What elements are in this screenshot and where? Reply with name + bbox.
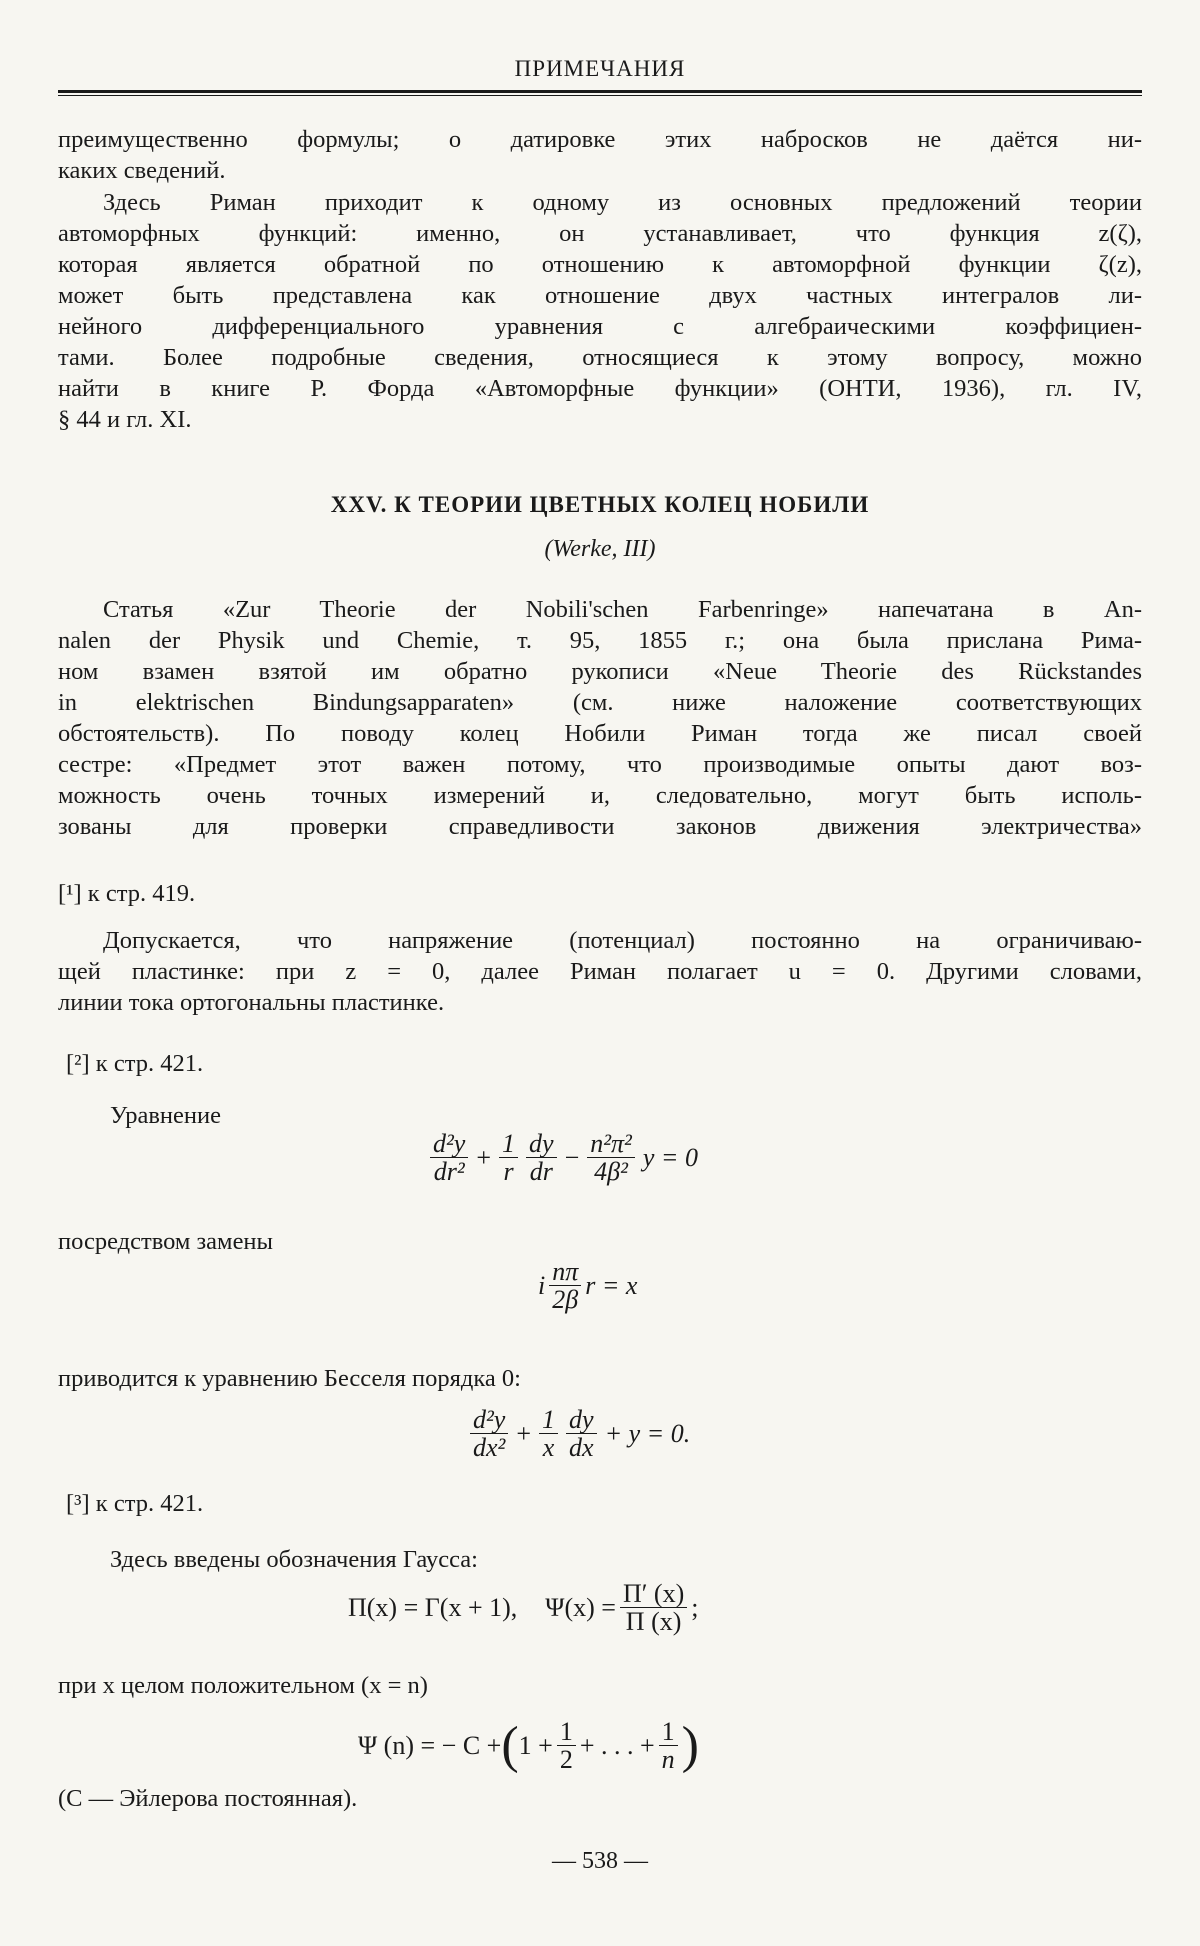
text-line: можность очень точных измерений и, следовательно, могут быть исполь- [58, 782, 1142, 809]
text-line: найти в книге Р. Форда «Автоморфные функции» (ОНТИ, 1936), гл. IV, [58, 375, 1142, 402]
text-line: ном взамен взятой им обратно рукописи «Neue Theorie des Rückstandes [58, 658, 1142, 685]
integer-intro: при x целом положительном (x = n) [58, 1672, 428, 1699]
fraction: $\frac{dy}{dx}$ [566, 1406, 597, 1462]
text-line: которая является обратной по отношению к автоморфной функции ζ(z), [58, 251, 1142, 278]
fraction: $\frac{1}{x}$ [539, 1406, 558, 1462]
fraction: $\frac{\text{n²π²}}{\text{4β²}}$ [587, 1130, 635, 1186]
equation-intro: Уравнение [110, 1102, 221, 1129]
text-line: сестре: «Предмет этот важен потому, что производимые опыты дают воз- [58, 751, 1142, 778]
text-line: Статья «Zur Theorie der Nobili'schen Farbenringe» напечатана в An- [103, 596, 1142, 623]
header-rule [58, 90, 1142, 93]
equation-substitution: i $\frac{n\pi}{2\beta}$ r = x [538, 1257, 638, 1315]
equation-gauss: Π(x) = Γ(x + 1), Ψ(x) = $\frac{\Pi' (x)}{\Pi (x)}$ ; [348, 1579, 699, 1637]
fraction: $\frac{n\pi}{2\beta}$ [549, 1258, 581, 1314]
text-line: тами. Более подробные сведения, относящиеся к этому вопросу, можно [58, 344, 1142, 371]
text-line: in elektrischen Bindungsapparaten» (см. ниже наложение соответствующих [58, 689, 1142, 716]
euler-note: (C — Эйлерова постоянная). [58, 1785, 358, 1812]
text-line: обстоятельств). По поводу колец Нобили Риман тогда же писал своей [58, 720, 1142, 747]
text-line: щей пластинке: при z = 0, далее Риман полагает u = 0. Другими словами, [58, 958, 1142, 985]
fraction: $\frac{\text{d²y}}{\text{dr²}}$ [430, 1130, 468, 1186]
note-reference-1: [¹] к стр. 419. [58, 880, 196, 907]
page-number: — 538 — [552, 1848, 648, 1874]
fraction: $\frac{1}{2}$ [557, 1718, 576, 1774]
text-line: преимущественно формулы; о датировке этих набросков не даётся ни- [58, 126, 1142, 153]
substitution-intro: посредством замены [58, 1228, 274, 1255]
note-reference-2: [²] к стр. 421. [66, 1050, 204, 1077]
paragraph-nobili [58, 594, 1142, 842]
paragraph-potential [58, 925, 1142, 1018]
fraction: $\frac{dy}{dr}$ [526, 1130, 557, 1186]
equation-bessel: $\frac{\text{d²y}}{\text{dx²}}$ + $\frac{1}{x}$ $\frac{dy}{dx}$ + y = 0. [466, 1406, 690, 1462]
fraction: $\frac{\text{d²y}}{\text{dx²}}$ [470, 1406, 508, 1462]
paragraph-dating [58, 124, 1142, 186]
running-header: ПРИМЕЧАНИЯ [514, 56, 686, 81]
paragraph-automorphic [58, 187, 1142, 435]
text-line: нейного дифференциального уравнения с алгебраическими коэффициен- [58, 313, 1142, 340]
text-line: nalen der Physik und Chemie, т. 95, 1855 г.; она была прислана Рима- [58, 627, 1142, 654]
section-source: (Werke, III) [544, 536, 656, 562]
text-line: каких сведений. [58, 157, 226, 184]
text-line: может быть представлена как отношение двух частных интегралов ли- [58, 282, 1142, 309]
fraction: $\frac{1}{r}$ [499, 1130, 518, 1186]
bessel-intro: приводится к уравнению Бесселя порядка 0: [58, 1365, 521, 1392]
text-line: Здесь Риман приходит к одному из основных предложений теории [103, 189, 1142, 216]
fraction: $\frac{1}{n}$ [659, 1718, 678, 1774]
text-line: линии тока ортогональны пластинке. [58, 989, 445, 1016]
text-line: § 44 и гл. XI. [58, 406, 192, 433]
header-rule-thin [58, 95, 1142, 96]
gauss-intro: Здесь введены обозначения Гаусса: [110, 1546, 478, 1573]
equation-radial: $\frac{\text{d²y}}{\text{dr²}}$ + $\frac{1}{r}$ $\frac{dy}{dr}$ − $\frac{\text{n²π²}}{\text{4β²}}$ y = 0 [426, 1130, 698, 1186]
equation-digamma: Ψ (n) = − C + ( 1 + $\frac{1}{2}$ + . . . + $\frac{1}{n}$ ) [358, 1716, 699, 1775]
text-line: зованы для проверки справедливости законов движения электричества» [58, 813, 1142, 840]
text-line: Допускается, что напряжение (потенциал) постоянно на ограничиваю- [103, 927, 1142, 954]
note-reference-3: [³] к стр. 421. [66, 1490, 204, 1517]
section-heading: XXV. К ТЕОРИИ ЦВЕТНЫХ КОЛЕЦ НОБИЛИ [330, 492, 870, 517]
fraction: $\frac{\Pi' (x)}{\Pi (x)}$ [620, 1580, 687, 1636]
text-line: автоморфных функций: именно, он устанавливает, что функция z(ζ), [58, 220, 1142, 247]
